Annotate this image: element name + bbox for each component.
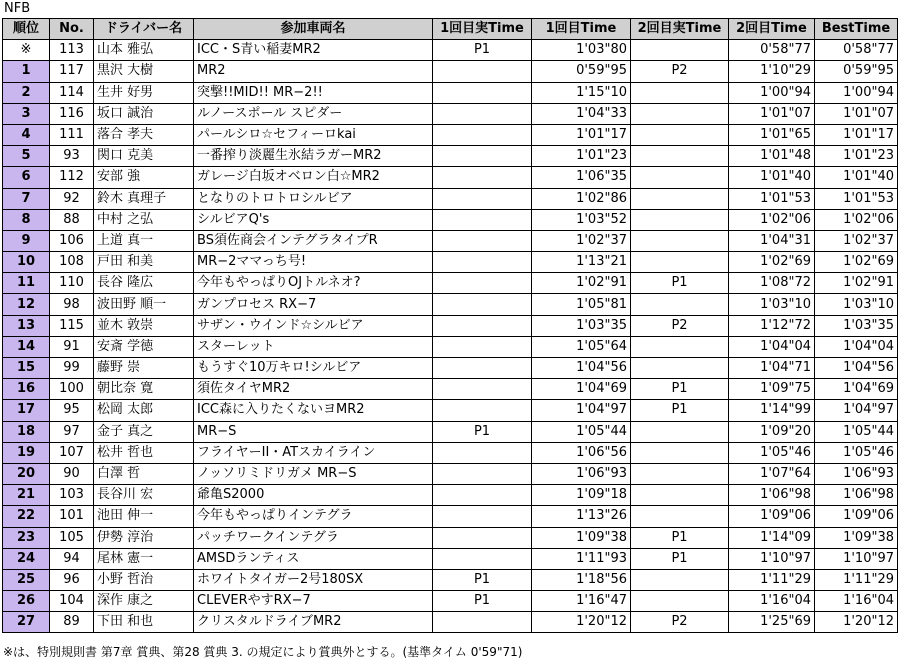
driver-cell: 池田 伸一 [94,506,194,527]
run1-actual-cell [433,61,532,82]
table-row [3,188,898,209]
run2-actual-cell [631,124,729,145]
rank-cell: 12 [3,294,50,315]
rank-cell: 20 [3,463,50,484]
run2-actual-cell [631,209,729,230]
run2-time-cell: 1'25"69 [729,612,815,633]
driver-cell: 山本 雅弘 [94,40,194,61]
table-row [3,294,898,315]
run1-time-cell: 1'01"23 [532,146,631,167]
number-cell: 98 [50,294,94,315]
run1-time-cell: 1'04"33 [532,103,631,124]
rank-cell: 11 [3,273,50,294]
run2-actual-cell [631,294,729,315]
run1-time-cell: 1'02"91 [532,273,631,294]
table-row [3,485,898,506]
run1-time-cell: 1'03"80 [532,40,631,61]
run1-actual-cell [433,485,532,506]
table-row [3,252,898,273]
run2-time-cell: 1'04"04 [729,336,815,357]
best-time-cell: 1'03"10 [815,294,898,315]
table-row [3,61,898,82]
car-cell: ガンプロセス RX−7 [194,294,433,315]
run2-actual-cell [631,82,729,103]
rank-cell: 8 [3,209,50,230]
run2-actual-cell [631,463,729,484]
run2-time-cell: 0'58"77 [729,40,815,61]
driver-cell: 生井 好男 [94,82,194,103]
car-cell: ルノースポール スピダー [194,103,433,124]
rank-cell: 3 [3,103,50,124]
driver-cell: 安斎 学徳 [94,336,194,357]
number-cell: 107 [50,442,94,463]
car-cell: MR−2ママっち号! [194,252,433,273]
run1-time-cell: 1'05"64 [532,336,631,357]
rank-cell: 10 [3,252,50,273]
run2-time-cell: 1'11"29 [729,569,815,590]
rank-cell: 26 [3,591,50,612]
best-time-cell: 1'04"69 [815,379,898,400]
run1-actual-cell [433,82,532,103]
best-time-cell: 1'02"91 [815,273,898,294]
run1-actual-cell [433,209,532,230]
run2-time-cell: 1'10"97 [729,548,815,569]
car-cell: クリスタルドライブMR2 [194,612,433,633]
table-row [3,506,898,527]
best-time-cell: 1'03"35 [815,315,898,336]
number-cell: 114 [50,82,94,103]
number-cell: 105 [50,527,94,548]
table-row [3,167,898,188]
best-time-cell: 1'04"04 [815,336,898,357]
rank-cell: 7 [3,188,50,209]
number-cell: 117 [50,61,94,82]
driver-cell: 坂口 誠治 [94,103,194,124]
number-cell: 113 [50,40,94,61]
run1-time-cell: 1'05"44 [532,421,631,442]
driver-cell: 松井 哲也 [94,442,194,463]
car-cell: スターレット [194,336,433,357]
rank-cell: 9 [3,230,50,251]
header-rank: 順位 [3,19,50,40]
number-cell: 116 [50,103,94,124]
run1-actual-cell [433,146,532,167]
number-cell: 104 [50,591,94,612]
rank-cell: 4 [3,124,50,145]
run1-time-cell: 1'04"69 [532,379,631,400]
driver-cell: 落合 孝夫 [94,124,194,145]
run2-time-cell: 1'01"65 [729,124,815,145]
number-cell: 92 [50,188,94,209]
best-time-cell: 1'01"40 [815,167,898,188]
run2-time-cell: 1'09"06 [729,506,815,527]
rank-cell: 21 [3,485,50,506]
number-cell: 95 [50,400,94,421]
best-time-cell: 1'10"97 [815,548,898,569]
run1-time-cell: 1'03"52 [532,209,631,230]
run2-actual-cell [631,40,729,61]
table-row [3,442,898,463]
run2-actual-cell: P2 [631,315,729,336]
car-cell: BS須佐商会インテグラタイプR [194,230,433,251]
run1-actual-cell [433,252,532,273]
run1-time-cell: 0'59"95 [532,61,631,82]
run2-time-cell: 1'04"31 [729,230,815,251]
car-cell: となりのトロトロシルビア [194,188,433,209]
results-body [3,40,898,633]
run1-actual-cell [433,167,532,188]
car-cell: フライヤーII・ATスカイライン [194,442,433,463]
table-row [3,315,898,336]
number-cell: 110 [50,273,94,294]
table-row [3,569,898,590]
run1-actual-cell [433,379,532,400]
rank-cell: 23 [3,527,50,548]
header-best-time: BestTime [815,19,898,40]
car-cell: 一番搾り淡麗生氷結ラガーMR2 [194,146,433,167]
best-time-cell: 1'16"04 [815,591,898,612]
car-cell: ICC森に入りたくないヨMR2 [194,400,433,421]
results-table [2,18,898,633]
header-run1-time: 1回目Time [532,19,631,40]
car-cell: CLEVERやすRX−7 [194,591,433,612]
best-time-cell: 1'01"07 [815,103,898,124]
run2-time-cell: 1'14"99 [729,400,815,421]
run1-time-cell: 1'13"26 [532,506,631,527]
run1-actual-cell [433,124,532,145]
run1-time-cell: 1'03"35 [532,315,631,336]
run2-time-cell: 1'01"53 [729,188,815,209]
run1-actual-cell [433,548,532,569]
rank-cell: 27 [3,612,50,633]
rank-cell: 22 [3,506,50,527]
run1-time-cell: 1'06"93 [532,463,631,484]
run2-time-cell: 1'01"48 [729,146,815,167]
page-label: NFB [4,1,31,16]
run2-time-cell: 1'02"06 [729,209,815,230]
car-cell: パールシロ☆セフィーロkai [194,124,433,145]
run1-actual-cell [433,463,532,484]
table-row [3,591,898,612]
rank-cell: 14 [3,336,50,357]
run1-time-cell: 1'04"97 [532,400,631,421]
driver-cell: 鈴木 真理子 [94,188,194,209]
best-time-cell: 1'11"29 [815,569,898,590]
car-cell: AMSDランティス [194,548,433,569]
best-time-cell: 1'05"46 [815,442,898,463]
run1-time-cell: 1'20"12 [532,612,631,633]
table-row [3,336,898,357]
run2-actual-cell [631,421,729,442]
run1-time-cell: 1'04"56 [532,358,631,379]
run1-time-cell: 1'13"21 [532,252,631,273]
best-time-cell: 1'09"06 [815,506,898,527]
run1-actual-cell [433,527,532,548]
run2-actual-cell: P2 [631,61,729,82]
header-row [3,19,898,40]
number-cell: 90 [50,463,94,484]
rank-cell: 2 [3,82,50,103]
run1-time-cell: 1'16"47 [532,591,631,612]
best-time-cell: 1'02"06 [815,209,898,230]
run2-actual-cell [631,146,729,167]
car-cell: 今年もやっぱりOJトルネオ? [194,273,433,294]
run1-actual-cell [433,273,532,294]
run1-actual-cell [433,612,532,633]
driver-cell: 長谷川 宏 [94,485,194,506]
header-run1-actual: 1回目実Time [433,19,532,40]
run2-actual-cell: P1 [631,527,729,548]
number-cell: 94 [50,548,94,569]
run2-actual-cell [631,167,729,188]
rank-cell: 25 [3,569,50,590]
run1-time-cell: 1'01"17 [532,124,631,145]
driver-cell: 黒沢 大樹 [94,61,194,82]
run1-time-cell: 1'09"38 [532,527,631,548]
rank-cell: 19 [3,442,50,463]
number-cell: 91 [50,336,94,357]
car-cell: ガレージ白坂オベロン白☆MR2 [194,167,433,188]
run2-time-cell: 1'01"07 [729,103,815,124]
driver-cell: 並木 敦崇 [94,315,194,336]
driver-cell: 上道 真一 [94,230,194,251]
rank-cell: 5 [3,146,50,167]
table-row [3,230,898,251]
number-cell: 100 [50,379,94,400]
table-row [3,82,898,103]
run2-actual-cell [631,336,729,357]
run1-time-cell: 1'11"93 [532,548,631,569]
run2-actual-cell [631,358,729,379]
run1-time-cell: 1'05"81 [532,294,631,315]
run2-time-cell: 1'09"20 [729,421,815,442]
best-time-cell: 0'59"95 [815,61,898,82]
run1-actual-cell [433,315,532,336]
run1-actual-cell [433,294,532,315]
car-cell: 爺亀S2000 [194,485,433,506]
run2-actual-cell [631,569,729,590]
driver-cell: 下田 和也 [94,612,194,633]
best-time-cell: 1'06"98 [815,485,898,506]
number-cell: 89 [50,612,94,633]
run2-time-cell: 1'08"72 [729,273,815,294]
table-row [3,273,898,294]
run2-actual-cell [631,103,729,124]
rank-cell: ※ [3,40,50,61]
best-time-cell: 0'58"77 [815,40,898,61]
rank-cell: 15 [3,358,50,379]
best-time-cell: 1'04"56 [815,358,898,379]
run2-time-cell: 1'02"69 [729,252,815,273]
best-time-cell: 1'00"94 [815,82,898,103]
driver-cell: 小野 哲治 [94,569,194,590]
best-time-cell: 1'20"12 [815,612,898,633]
rank-cell: 18 [3,421,50,442]
car-cell: ホワイトタイガー2号180SX [194,569,433,590]
run1-time-cell: 1'06"56 [532,442,631,463]
driver-cell: 朝比奈 寛 [94,379,194,400]
driver-cell: 戸田 和美 [94,252,194,273]
run2-actual-cell: P1 [631,400,729,421]
run2-time-cell: 1'09"75 [729,379,815,400]
car-cell: 今年もやっぱりインテグラ [194,506,433,527]
driver-cell: 白澤 哲 [94,463,194,484]
number-cell: 115 [50,315,94,336]
run2-time-cell: 1'06"98 [729,485,815,506]
rank-cell: 6 [3,167,50,188]
run1-actual-cell: P1 [433,569,532,590]
number-cell: 99 [50,358,94,379]
run2-time-cell: 1'16"04 [729,591,815,612]
driver-cell: 中村 之弘 [94,209,194,230]
table-row [3,103,898,124]
table-row [3,548,898,569]
run1-time-cell: 1'18"56 [532,569,631,590]
run2-time-cell: 1'05"46 [729,442,815,463]
table-row [3,209,898,230]
number-cell: 88 [50,209,94,230]
run1-actual-cell [433,400,532,421]
run2-actual-cell [631,485,729,506]
run2-time-cell: 1'01"40 [729,167,815,188]
car-cell: MR2 [194,61,433,82]
rank-cell: 17 [3,400,50,421]
table-row [3,358,898,379]
best-time-cell: 1'01"17 [815,124,898,145]
header-run2-actual: 2回目実Time [631,19,729,40]
run1-actual-cell: P1 [433,591,532,612]
best-time-cell: 1'05"44 [815,421,898,442]
car-cell: MR−S [194,421,433,442]
table-row [3,400,898,421]
car-cell: 突撃!!MID!! MR−2!! [194,82,433,103]
number-cell: 93 [50,146,94,167]
table-row [3,463,898,484]
run1-actual-cell [433,188,532,209]
run2-actual-cell [631,442,729,463]
car-cell: ICC・S青い稲妻MR2 [194,40,433,61]
rank-cell: 24 [3,548,50,569]
run1-actual-cell [433,336,532,357]
number-cell: 101 [50,506,94,527]
number-cell: 96 [50,569,94,590]
run1-time-cell: 1'15"10 [532,82,631,103]
driver-cell: 松岡 太郎 [94,400,194,421]
run2-actual-cell [631,188,729,209]
run1-actual-cell [433,230,532,251]
rank-cell: 1 [3,61,50,82]
run1-time-cell: 1'06"35 [532,167,631,188]
driver-cell: 安部 強 [94,167,194,188]
run2-time-cell: 1'04"71 [729,358,815,379]
driver-cell: 波田野 順一 [94,294,194,315]
run1-actual-cell [433,103,532,124]
car-cell: サザン・ウインド☆シルビア [194,315,433,336]
run2-time-cell: 1'10"29 [729,61,815,82]
run1-actual-cell [433,506,532,527]
driver-cell: 伊勢 淳治 [94,527,194,548]
header-car: 参加車両名 [194,19,433,40]
best-time-cell: 1'01"53 [815,188,898,209]
driver-cell: 深作 康之 [94,591,194,612]
rank-cell: 13 [3,315,50,336]
best-time-cell: 1'01"23 [815,146,898,167]
run2-actual-cell: P1 [631,379,729,400]
driver-cell: 金子 真之 [94,421,194,442]
number-cell: 111 [50,124,94,145]
run2-actual-cell: P1 [631,273,729,294]
run1-actual-cell: P1 [433,421,532,442]
run2-time-cell: 1'03"10 [729,294,815,315]
run1-time-cell: 1'09"18 [532,485,631,506]
header-no: No. [50,19,94,40]
number-cell: 112 [50,167,94,188]
driver-cell: 長谷 隆広 [94,273,194,294]
run1-actual-cell [433,358,532,379]
car-cell: もうすぐ10万キロ!シルビア [194,358,433,379]
run2-time-cell: 1'14"09 [729,527,815,548]
table-row [3,146,898,167]
header-run2-time: 2回目Time [729,19,815,40]
run2-time-cell: 1'07"64 [729,463,815,484]
number-cell: 106 [50,230,94,251]
car-cell: 須佐タイヤMR2 [194,379,433,400]
rank-cell: 16 [3,379,50,400]
car-cell: ノッソリミドリガメ MR−S [194,463,433,484]
table-row [3,40,898,61]
footnote: ※は、特別規則書 第7章 賞典、第28 賞典 3. の規定により賞典外とする。(基準タイム 0'59"71) [3,645,523,659]
run1-actual-cell [433,442,532,463]
driver-cell: 藤野 崇 [94,358,194,379]
run2-time-cell: 1'12"72 [729,315,815,336]
best-time-cell: 1'04"97 [815,400,898,421]
driver-cell: 尾林 憲一 [94,548,194,569]
run1-time-cell: 1'02"86 [532,188,631,209]
driver-cell: 関口 克美 [94,146,194,167]
best-time-cell: 1'06"93 [815,463,898,484]
run2-actual-cell: P1 [631,548,729,569]
best-time-cell: 1'02"37 [815,230,898,251]
run2-time-cell: 1'00"94 [729,82,815,103]
run2-actual-cell [631,591,729,612]
best-time-cell: 1'09"38 [815,527,898,548]
number-cell: 97 [50,421,94,442]
number-cell: 103 [50,485,94,506]
header-driver: ドライバー名 [94,19,194,40]
best-time-cell: 1'02"69 [815,252,898,273]
table-row [3,124,898,145]
run2-actual-cell: P2 [631,612,729,633]
run2-actual-cell [631,506,729,527]
run1-time-cell: 1'02"37 [532,230,631,251]
car-cell: シルビアQ's [194,209,433,230]
table-row [3,421,898,442]
number-cell: 108 [50,252,94,273]
table-row [3,527,898,548]
table-row [3,612,898,633]
run2-actual-cell [631,252,729,273]
run1-actual-cell: P1 [433,40,532,61]
car-cell: パッチワークインテグラ [194,527,433,548]
run2-actual-cell [631,230,729,251]
table-row [3,379,898,400]
